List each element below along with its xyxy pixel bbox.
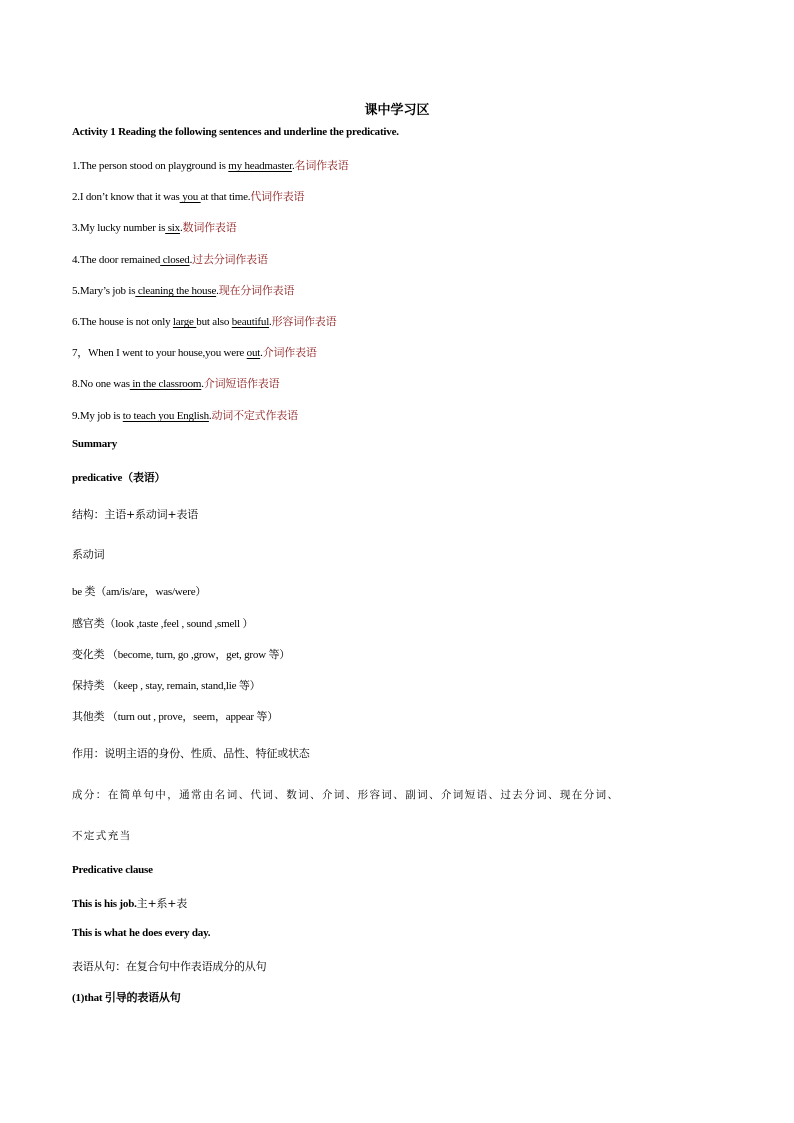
verb-type-other: 其他类 （turn out , prove，seem，appear 等）	[72, 711, 279, 723]
sentence-6: 6.The house is not only large but also beautiful.形容词作表语	[72, 315, 337, 328]
linking-verbs-label: 系动词	[72, 548, 105, 561]
activity-heading: Activity 1 Reading the following sentences and underline the predicative.	[72, 126, 399, 138]
components-line-1: 成分：在简单句中，通常由名词、代词、数词、介词、形容词、副词、介词短语、过去分词、现在分词、	[72, 789, 620, 801]
structure-line: 结构：主语+系动词+表语	[72, 508, 199, 521]
predicative-heading: predicative（表语）	[72, 472, 166, 484]
clause-heading: Predicative clause	[72, 864, 153, 876]
sentence-8: 8.No one was in the classroom.介词短语作表语	[72, 377, 280, 390]
components-line-2: 不定式充当	[72, 830, 132, 842]
sentence-5: 5.Mary’s job is cleaning the house.现在分词作表语	[72, 284, 295, 297]
example-2: This is what he does every day.	[72, 927, 211, 939]
example-1: This is his job.主+系+表	[72, 897, 188, 910]
sentence-1: 1.The person stood on playground is my headmaster.名词作表语	[72, 159, 349, 172]
sentence-9: 9.My job is to teach you English.动词不定式作表语	[72, 409, 298, 422]
verb-type-change: 变化类 （become, turn, go ,grow，get, grow 等）	[72, 649, 291, 661]
sentence-2: 2.I don’t know that it was you at that time.代词作表语	[72, 190, 305, 203]
page-title: 课中学习区	[364, 103, 430, 118]
sentence-3: 3.My lucky number is six.数词作表语	[72, 221, 237, 234]
verb-type-be: be 类（am/is/are，was/were）	[72, 586, 207, 598]
that-clause-heading: (1)that 引导的表语从句	[72, 992, 181, 1004]
function-line: 作用：说明主语的身份、性质、品性、特征或状态	[72, 747, 310, 760]
verb-type-sense: 感官类（look ,taste ,feel , sound ,smell ）	[72, 618, 254, 630]
sentence-7: 7，When I went to your house,you were out.介词作表语	[72, 346, 317, 359]
summary-label: Summary	[72, 438, 118, 450]
sentence-4: 4.The door remained closed.过去分词作表语	[72, 253, 268, 266]
clause-definition: 表语从句：在复合句中作表语成分的从句	[72, 960, 267, 973]
verb-type-keep: 保持类 （keep , stay, remain, stand,lie 等）	[72, 680, 261, 692]
